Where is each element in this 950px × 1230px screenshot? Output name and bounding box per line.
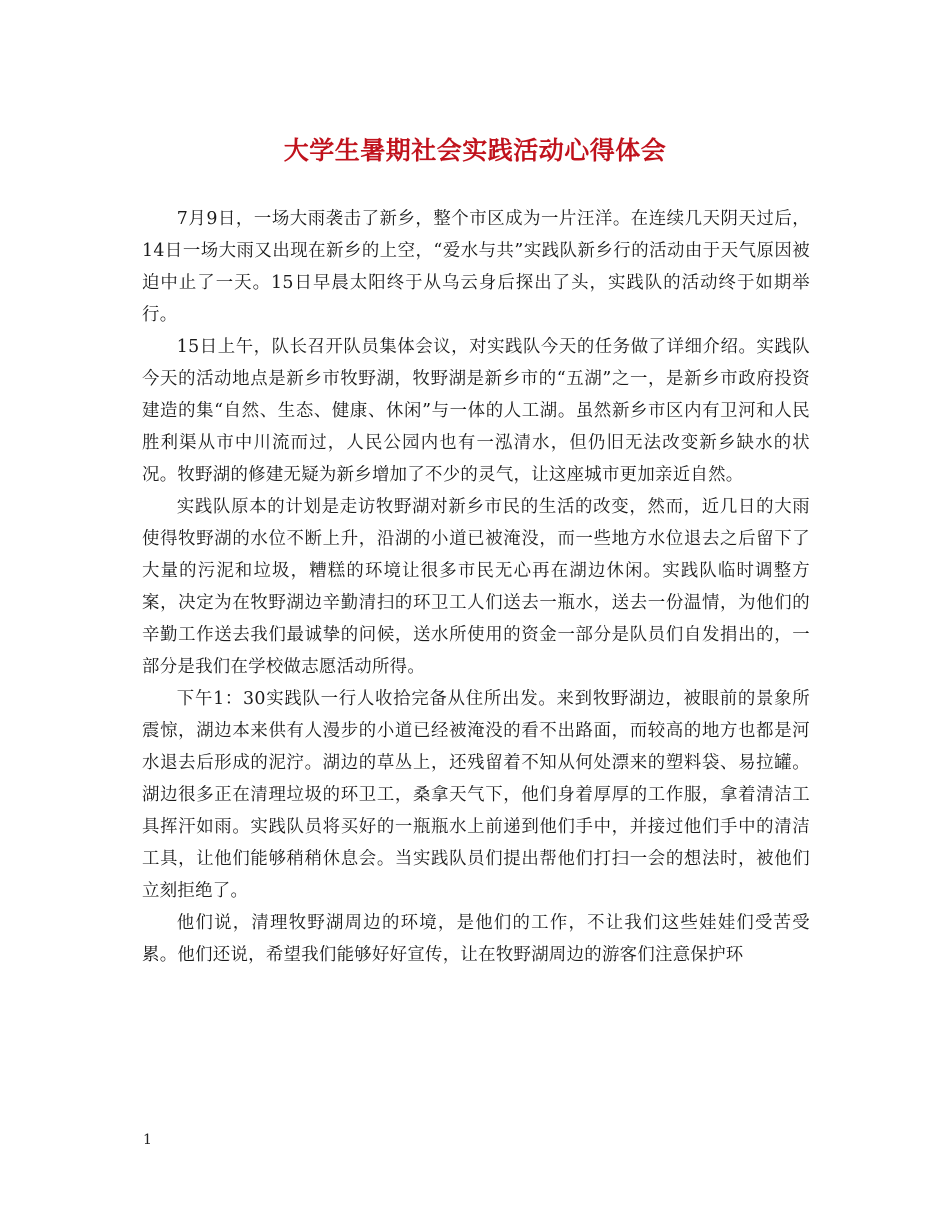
paragraph: 实践队原本的计划是走访牧野湖对新乡市民的生活的改变，然而，近几日的大雨使得牧野湖的水位不断上升，沿湖的小道已被淹没，而一些地方水位退去之后留下了大量的污泥和垃圾，糟糕的环境让很多市民无心再在湖边休闲。实践队临时调整方案，决定为在牧野湖边辛勤清扫的环卫工人们送去一瓶水，送去一份温情，为他们的辛勤工作送去我们最诚挚的问候，送水所使用的资金一部分是队员们自发捐出的，一部分是我们在学校做志愿活动所得。 [142,497,810,677]
paragraph: 7月9日，一场大雨袭击了新乡，整个市区成为一片汪洋。在连续几天阴天过后，14日一场大雨又出现在新乡的上空，“爱水与共”实践队新乡行的活动由于天气原因被迫中止了一天。15日早晨太阳终于从乌云身后探出了头，实践队的活动终于如期举行。 [142,209,810,325]
paragraph: 下午1：30实践队一行人收拾完备从住所出发。来到牧野湖边，被眼前的景象所震惊，湖边本来供有人漫步的小道已经被淹没的看不出路面，而较高的地方也都是河水退去后形成的泥泞。湖边的草丛上，还残留着不知从何处漂来的塑料袋、易拉罐。湖边很多正在清理垃圾的环卫工，桑拿天气下，他们身着厚厚的工作服，拿着清洁工具挥汗如雨。实践队员将买好的一瓶瓶水上前递到他们手中，并接过他们手中的清洁工具，让他们能够稍稍休息会。当实践队员们提出帮他们打扫一会的想法时，被他们立刻拒绝了。 [142,689,810,901]
document-body [142,203,810,971]
paragraph: 15日上午，队长召开队员集体会议，对实践队今天的任务做了详细介绍。实践队今天的活动地点是新乡市牧野湖，牧野湖是新乡市的“五湖”之一，是新乡市政府投资建造的集“自然、生态、健康、休闲”与一体的人工湖。虽然新乡市区内有卫河和人民胜利渠从市中川流而过，人民公园内也有一泓清水，但仍旧无法改变新乡缺水的状况。牧野湖的修建无疑为新乡增加了不少的灵气，让这座城市更加亲近自然。 [142,337,810,485]
document-title: 大学生暑期社会实践活动心得体会 [283,136,667,165]
page-number: 1 [143,1132,152,1148]
paragraph: 他们说，清理牧野湖周边的环境，是他们的工作，不让我们这些娃娃们受苦受累。他们还说，希望我们能够好好宣传，让在牧野湖周边的游客们注意保护环 [142,913,810,965]
